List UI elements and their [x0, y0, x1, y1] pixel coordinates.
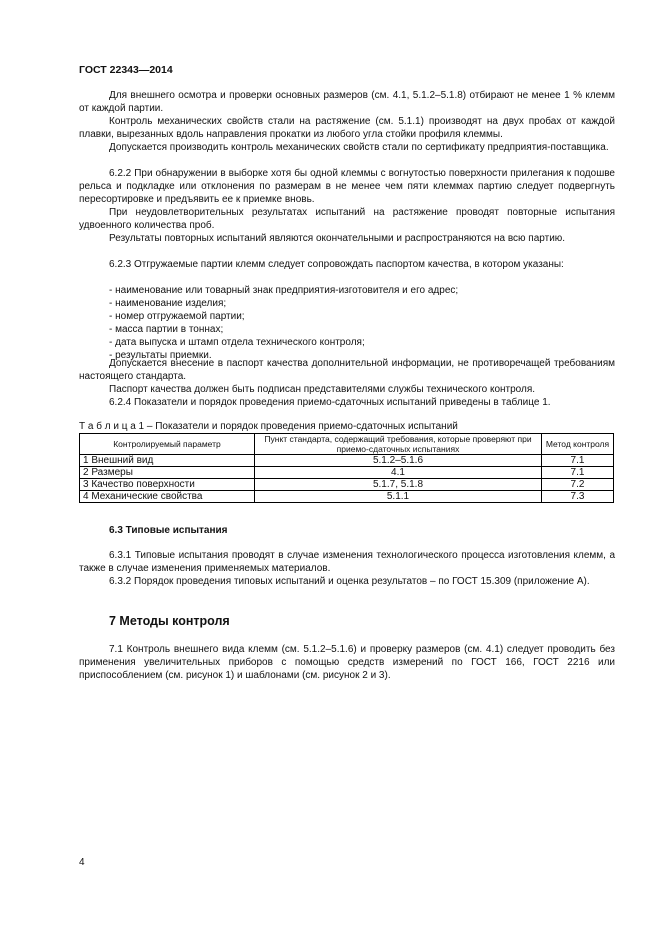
table-cell: 5.1.1	[255, 491, 542, 503]
list-item: - результаты приемки.	[109, 350, 212, 361]
table-header-row	[80, 434, 614, 455]
table-cell: 7.1	[542, 467, 614, 479]
table-cell: 7.2	[542, 479, 614, 491]
paragraph: 6.3.1 Типовые испытания проводят в случае изменения технологического процесса изготовления клемм, а также в случае изменения применяемых материалов.	[79, 550, 615, 575]
paragraph: При неудовлетворительных результатах испытаний на растяжение проводят повторные испытания удвоенного количества проб.	[79, 207, 615, 232]
acceptance-test-table	[79, 433, 614, 503]
table-row	[80, 455, 614, 467]
list-item: - наименование или товарный знак предприятия-изготовителя и его адрес;	[109, 285, 459, 296]
table-cell: 7.3	[542, 491, 614, 503]
table-cell: 2 Размеры	[80, 467, 255, 479]
table-cell: 5.1.2–5.1.6	[255, 455, 542, 467]
paragraph: 6.3.2 Порядок проведения типовых испытаний и оценка результатов – по ГОСТ 15.309 (приложение А).	[109, 576, 590, 587]
paragraph: Допускается внесение в паспорт качества дополнительной информации, не противоречащей требованиям настоящего стандарта.	[79, 358, 615, 383]
paragraph: Паспорт качества должен быть подписан представителями службы технического контроля.	[109, 384, 536, 395]
table-cell: 1 Внешний вид	[80, 455, 255, 467]
paragraph: 6.2.4 Показатели и порядок проведения приемо-сдаточных испытаний приведены в таблице 1.	[109, 397, 551, 408]
column-header: Контролируемый параметр	[80, 434, 255, 455]
paragraph: Результаты повторных испытаний являются окончательными и распространяются на всю партию.	[109, 233, 566, 244]
table-cell: 4.1	[255, 467, 542, 479]
table-cell: 5.1.7, 5.1.8	[255, 479, 542, 491]
table-row	[80, 491, 614, 503]
table-row	[80, 479, 614, 491]
paragraph: Для внешнего осмотра и проверки основных размеров (см. 4.1, 5.1.2–5.1.8) отбирают не менее 1 % клемм от каждой партии.	[79, 90, 615, 115]
section-heading: 6.3 Типовые испытания	[109, 525, 228, 536]
list-item: - наименование изделия;	[109, 298, 227, 309]
list-item: - масса партии в тоннах;	[109, 324, 224, 335]
section-heading: 7 Методы контроля	[109, 614, 230, 628]
list-item: - номер отгружаемой партии;	[109, 311, 245, 322]
table-row	[80, 467, 614, 479]
paragraph: Допускается производить контроль механических свойств стали по сертификату предприятия-поставщика.	[109, 142, 609, 153]
table-caption: Т а б л и ц а 1 – Показатели и порядок проведения приемо-сдаточных испытаний	[79, 421, 458, 432]
table-cell: 3 Качество поверхности	[80, 479, 255, 491]
paragraph: 6.2.3 Отгружаемые партии клемм следует сопровождать паспортом качества, в котором указаны:	[109, 259, 564, 270]
column-header: Метод контроля	[542, 434, 614, 455]
paragraph: 6.2.2 При обнаружении в выборке хотя бы одной клеммы с вогнутостью поверхности прилегания к подошве рельса и подкладке или отклонения по размерам в не менее чем пяти клеммах партию следует подвергнуть пересортировке и предъявить ее к приемке вновь.	[79, 168, 615, 206]
paragraph: 7.1 Контроль внешнего вида клемм (см. 5.1.2–5.1.6) и проверку размеров (см. 4.1) следует проводить без применения увеличительных приборов с помощью средств измерений по ГОСТ 166, ГОСТ 2216 или приспособлением (см. рисунок 1) и шаблонами (см. рисунок 2 и 3).	[79, 644, 615, 682]
page-number: 4	[79, 857, 85, 868]
table-cell: 4 Механические свойства	[80, 491, 255, 503]
paragraph: Контроль механических свойств стали на растяжение (см. 5.1.1) производят на двух пробах от каждой плавки, вырезанных вдоль направления прокатки из любого угла стойки профиля клеммы.	[79, 116, 615, 141]
list-item: - дата выпуска и штамп отдела технического контроля;	[109, 337, 365, 348]
column-header: Пункт стандарта, содержащий требования, которые проверяют при приемо-сдаточных испытаниях	[255, 434, 542, 455]
table-cell: 7.1	[542, 455, 614, 467]
document-header: ГОСТ 22343—2014	[79, 64, 173, 76]
